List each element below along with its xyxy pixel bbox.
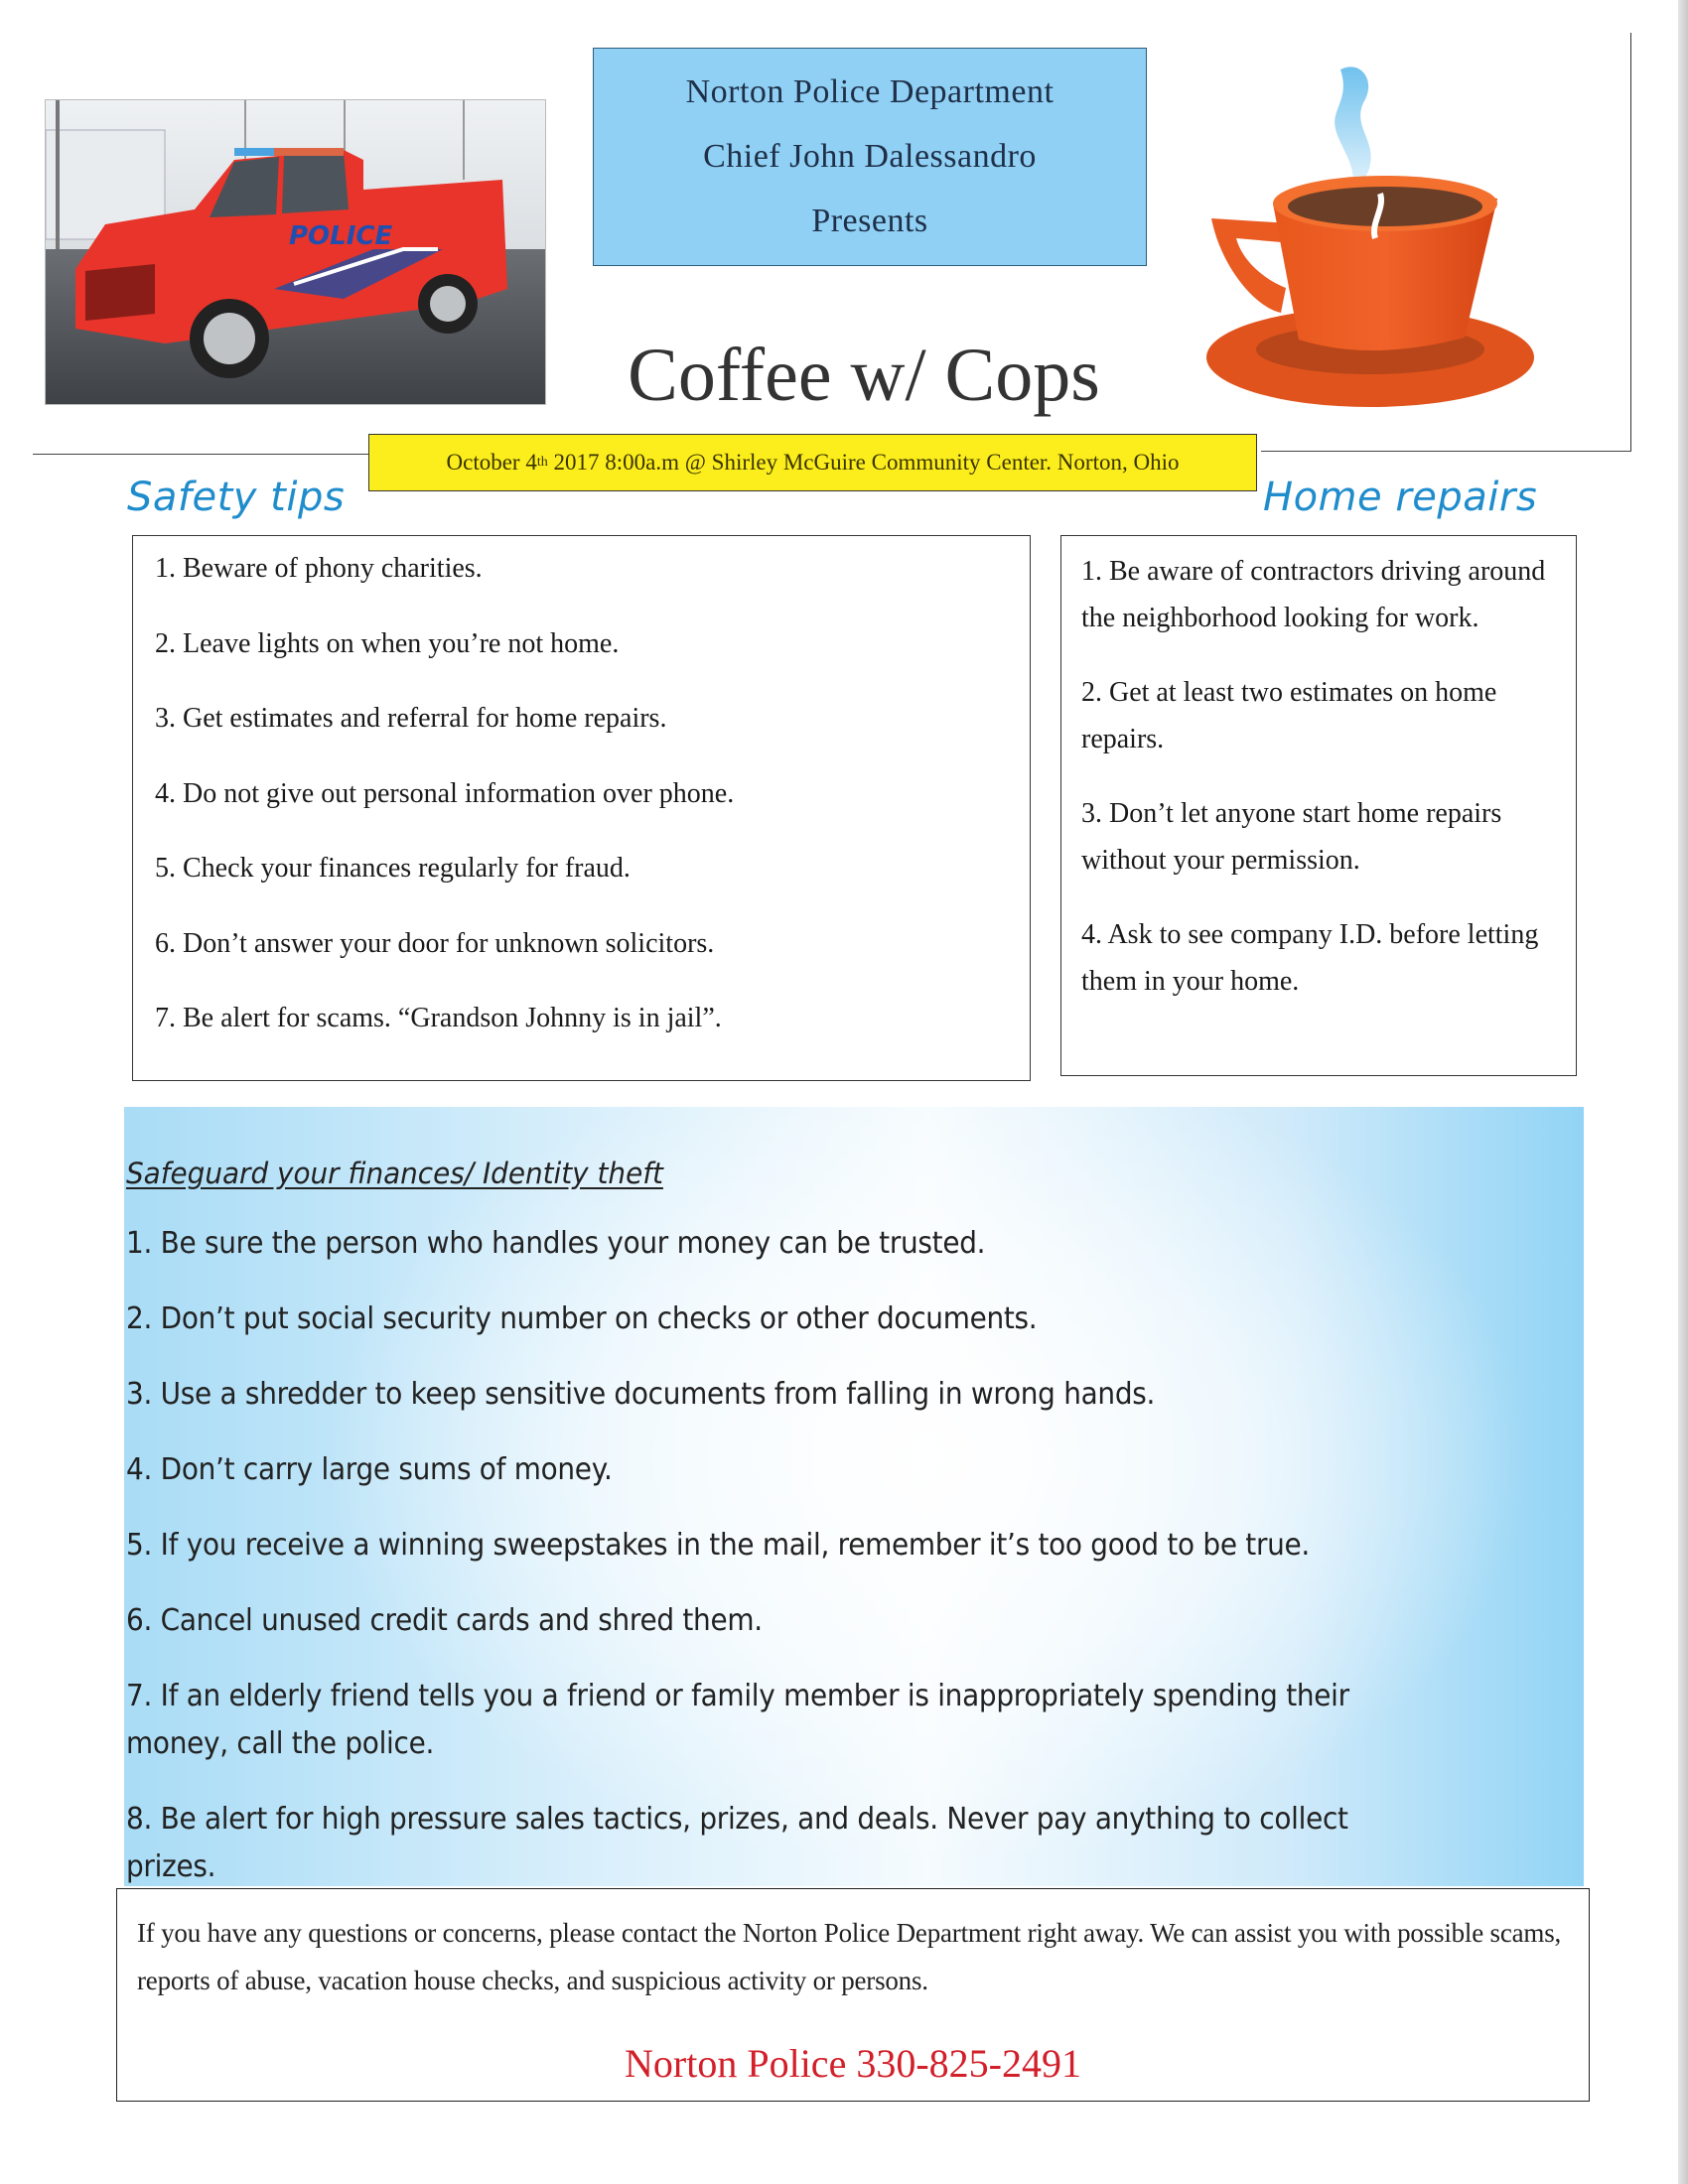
police-truck-icon <box>46 100 545 404</box>
finances-panel <box>124 1107 1584 1886</box>
police-phone-number: Norton Police 330-825-2491 <box>625 2041 1081 2086</box>
contact-box <box>116 1888 1590 2102</box>
contact-message: If you have any questions or concerns, please contact the Norton Police Department right away. We can assist you with possible scams, reports of abuse, vacation house checks, and suspicious activity or persons. <box>137 1918 1562 1995</box>
safety-tip-item: 2. Leave lights on when you’re not home. <box>155 627 620 659</box>
safety-tip-item: 5. Check your finances regularly for fraud. <box>155 853 631 884</box>
home-repair-item: 1. Be aware of contractors driving around the neighborhood looking for work. <box>1081 556 1546 633</box>
finance-tip-item: 1. Be sure the person who handles your money can be trusted. <box>126 1226 986 1261</box>
presenter-box <box>593 48 1147 266</box>
finance-tip-item: 4. Don’t carry large sums of money. <box>126 1452 613 1487</box>
header-rule-left <box>33 454 370 455</box>
home-repair-item: 2. Get at least two estimates on home repairs. <box>1081 677 1497 754</box>
event-date-suffix: th <box>536 455 548 470</box>
department-name: Norton Police Department <box>685 73 1055 111</box>
scan-edge <box>1678 0 1688 2184</box>
finances-heading: Safeguard your finances/ Identity theft <box>126 1157 663 1190</box>
svg-text:POLICE: POLICE <box>289 221 393 251</box>
finance-tip-item: 5. If you receive a winning sweepstakes in the mail, remember it’s too good to be true. <box>126 1528 1311 1563</box>
home-repairs-heading: Home repairs <box>1263 475 1538 520</box>
event-title: Coffee w/ Cops <box>628 334 1100 417</box>
finance-tip-item: 2. Don’t put social security number on checks or other documents. <box>126 1301 1038 1336</box>
home-repair-item: 3. Don’t let anyone start home repairs without your permission. <box>1081 798 1502 876</box>
presents-label: Presents <box>811 202 928 239</box>
finance-tip-item: 6. Cancel unused credit cards and shred them. <box>126 1603 763 1638</box>
safety-tips-heading: Safety tips <box>127 475 346 520</box>
police-truck-photo <box>45 99 546 405</box>
header-frame-right <box>1630 33 1631 452</box>
home-repairs-box <box>1060 535 1577 1076</box>
safety-tip-item: 1. Beware of phony charities. <box>155 553 483 584</box>
finance-tip-item: 3. Use a shredder to keep sensitive documents from falling in wrong hands. <box>126 1377 1156 1412</box>
safety-tip-item: 7. Be alert for scams. “Grandson Johnny is in jail”. <box>155 1003 722 1033</box>
coffee-cup-icon <box>1201 30 1618 427</box>
finance-tip-item: 7. If an elderly friend tells you a friend or family member is inappropriately spending their money, call the police. <box>126 1679 1349 1761</box>
safety-tips-box <box>132 535 1031 1081</box>
chief-name: Chief John Dalessandro <box>703 137 1037 175</box>
finance-tip-item: 8. Be alert for high pressure sales tactics, prizes, and deals. Never pay anything to collect prizes. <box>126 1802 1348 1884</box>
event-date-banner <box>368 434 1257 491</box>
home-repair-item: 4. Ask to see company I.D. before letting them in your home. <box>1081 919 1539 997</box>
coffee-cup-image <box>1201 30 1618 427</box>
safety-tip-item: 4. Do not give out personal information over phone. <box>155 777 735 809</box>
safety-tip-item: 6. Don’t answer your door for unknown solicitors. <box>155 927 715 959</box>
header-frame-bottom <box>1261 451 1631 452</box>
event-date-month-day: October 4 <box>446 450 537 475</box>
safety-tip-item: 3. Get estimates and referral for home repairs. <box>155 703 667 734</box>
event-date-location: 2017 8:00a.m @ Shirley McGuire Community Center. Norton, Ohio <box>547 450 1180 475</box>
